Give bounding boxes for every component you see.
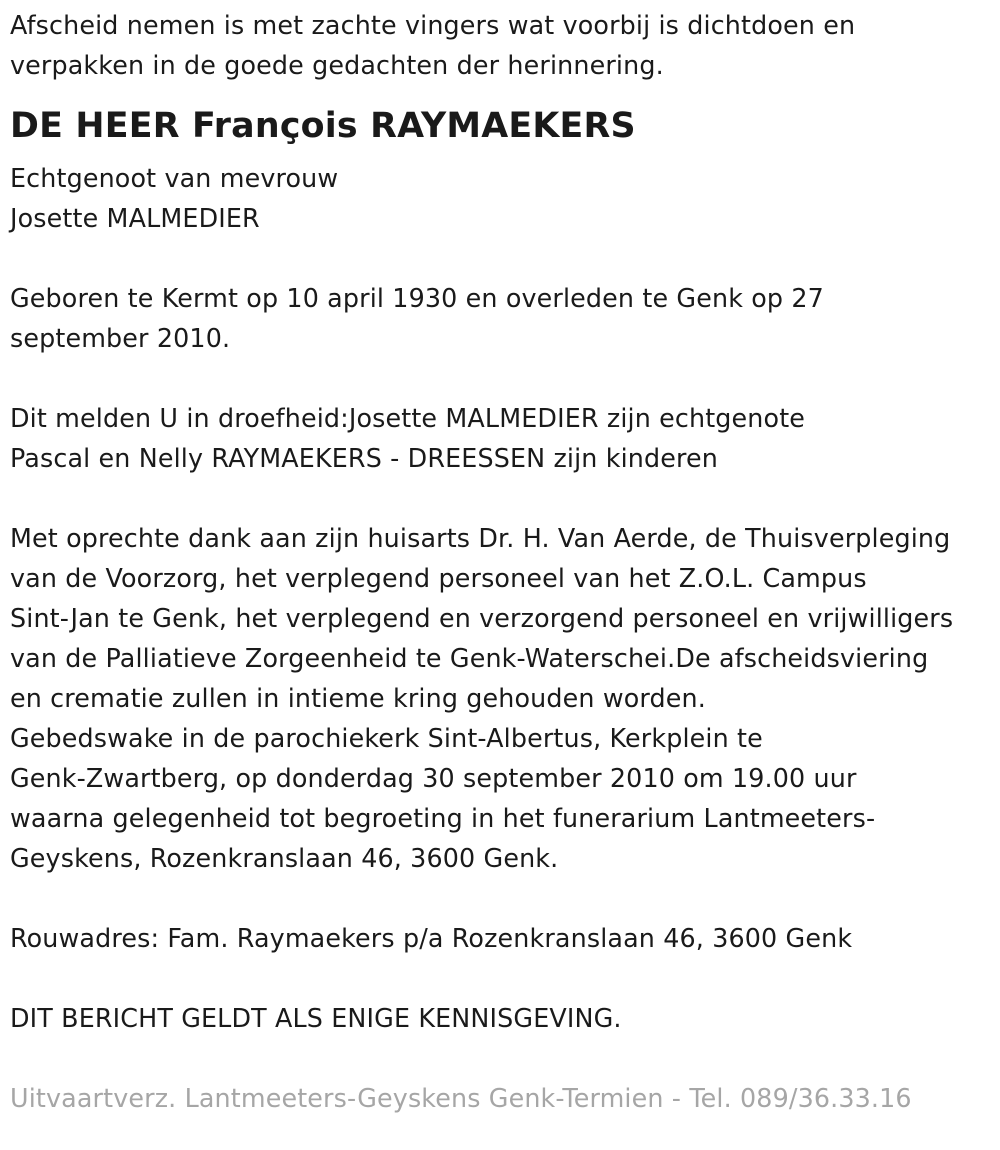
thanks-line: Met oprechte dank aan zijn huisarts Dr. H. Van Aerde, de Thuisverpleging [10, 523, 951, 553]
thanks-line: waarna gelegenheid tot begroeting in het funerarium Lantmeeters- [10, 803, 876, 833]
spacer [10, 958, 995, 998]
obituary-notice [10, 5, 995, 1118]
family-announcement [10, 398, 995, 478]
thanks-line: Genk-Zwartberg, op donderdag 30 september 2010 om 19.00 uur [10, 763, 857, 793]
notice-statement: DIT BERICHT GELDT ALS ENIGE KENNISGEVING. [10, 1003, 622, 1033]
birth-death-line: Geboren te Kermt op 10 april 1930 en overleden te Genk op 27 [10, 283, 824, 313]
birth-death-info [10, 278, 995, 358]
spacer [10, 878, 995, 918]
spacer [10, 478, 995, 518]
spouse-info [10, 158, 995, 238]
quote-line: verpakken in de goede gedachten der herinnering. [10, 50, 664, 80]
opening-quote [10, 5, 995, 85]
spouse-line: Echtgenoot van mevrouw [10, 163, 339, 193]
thanks-line: van de Palliatieve Zorgeenheid te Genk-Waterschei.De afscheidsviering [10, 643, 929, 673]
spacer [10, 1038, 995, 1078]
thanks-line: Geyskens, Rozenkranslaan 46, 3600 Genk. [10, 843, 559, 873]
thanks-paragraph [10, 518, 995, 878]
spacer [10, 238, 995, 278]
birth-death-line: september 2010. [10, 323, 231, 353]
spouse-line: Josette MALMEDIER [10, 203, 260, 233]
funeral-home-footer: Uitvaartverz. Lantmeeters-Geyskens Genk-Termien - Tel. 089/36.33.16 [10, 1083, 912, 1113]
deceased-name: DE HEER François RAYMAEKERS [10, 106, 636, 146]
thanks-line: van de Voorzorg, het verplegend personeel van het Z.O.L. Campus [10, 563, 867, 593]
thanks-line: Sint-Jan te Genk, het verplegend en verzorgend personeel en vrijwilligers [10, 603, 954, 633]
spacer [10, 358, 995, 398]
thanks-line: en crematie zullen in intieme kring gehouden worden. [10, 683, 706, 713]
thanks-line: Gebedswake in de parochiekerk Sint-Albertus, Kerkplein te [10, 723, 763, 753]
announcement-line: Pascal en Nelly RAYMAEKERS - DREESSEN zijn kinderen [10, 443, 718, 473]
announcement-line: Dit melden U in droefheid:Josette MALMEDIER zijn echtgenote [10, 403, 806, 433]
quote-line: Afscheid nemen is met zachte vingers wat voorbij is dichtdoen en [10, 10, 856, 40]
mourning-address: Rouwadres: Fam. Raymaekers p/a Rozenkranslaan 46, 3600 Genk [10, 923, 853, 953]
